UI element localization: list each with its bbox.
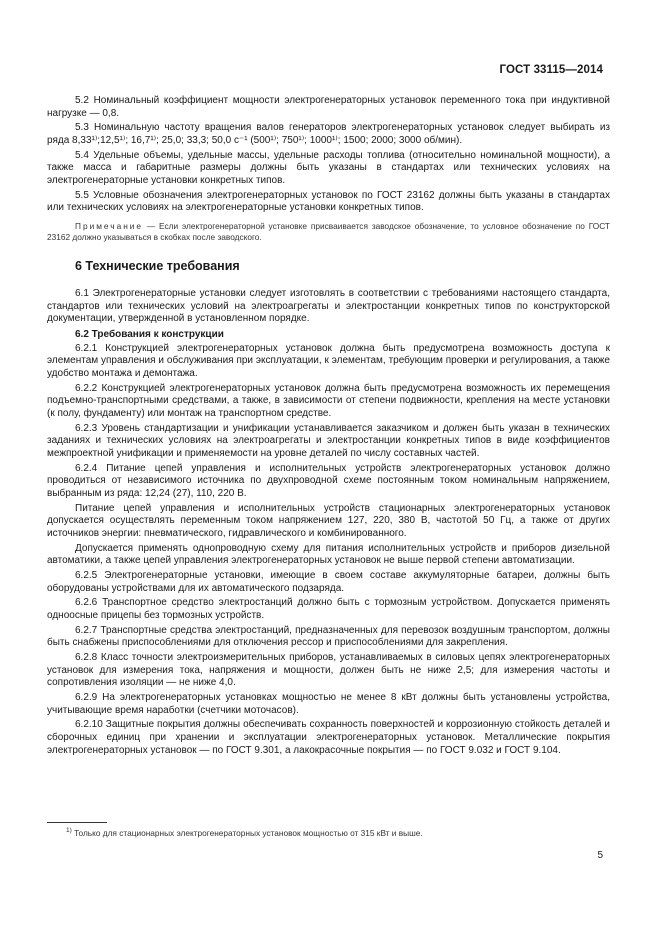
paragraph-5-5: 5.5 Условные обозначения электрогенераторных установок по ГОСТ 23162 должны быть указаны в стандартах или технических условиях на электрогенераторные установки конкретных типов. bbox=[47, 189, 610, 214]
paragraph-6-2-2: 6.2.2 Конструкцией электрогенераторных установок должна быть предусмотрена возможность их перемещения подъемно-транспортными средствами, а также, в зависимости от степени подвижности, крепления на месте установки (к полу, фундаменту) или монтаж на транспортном средстве. bbox=[47, 382, 610, 419]
paragraph-5-3: 5.3 Номинальную частоту вращения валов генераторов электрогенераторных установок следует выбирать из ряда 8,33¹⁾;12,5¹⁾; 16,7¹⁾; 25,0; 33,3; 50,0 с⁻¹ (500¹⁾; 750¹⁾; 1000¹⁾; 1500; 2000; 3000 об/мин). bbox=[47, 122, 610, 146]
document-body bbox=[47, 95, 610, 759]
page-number: 5 bbox=[597, 850, 603, 861]
paragraph-6-2-3: 6.2.3 Уровень стандартизации и унификации устанавливается заказчиком и должен быть указан в технических заданиях и технических условиях на электроагрегаты и электростанции конкретных типов в виде коэффициентов межпроектной унификации и применяемости на уровне деталей по числу составных частей. bbox=[47, 422, 610, 459]
paragraph-5-4: 5.4 Удельные объемы, удельные массы, удельные расходы топлива (относительно номинальной мощности), а также масса и габаритные размеры должны быть указаны в стандартах или технических условиях на электрогенераторные установки конкретных типов. bbox=[47, 149, 610, 186]
paragraph-6-2-4-c: Допускается применять однопроводную схему для питания исполнительных устройств и приборов дизельной автоматики, а также цепей управления электрогенераторных установок не выше первой степени автоматизации. bbox=[47, 542, 610, 567]
section-6-heading: 6 Технические требования bbox=[75, 258, 240, 273]
note-label: Примечание bbox=[75, 220, 144, 231]
footnote-mark: 1) bbox=[66, 827, 72, 834]
paragraph-6-2-4: 6.2.4 Питание цепей управления и исполнительных устройств электрогенераторных установок должно проводиться от независимого источника по двухпроводной схеме постоянным током номинальным напряжением, выбранным из ряда: 12,24 (27), 110, 220 В. bbox=[47, 462, 610, 499]
footnote-divider bbox=[47, 822, 107, 823]
footnote-text: Только для стационарных электрогенераторных установок мощностью от 315 кВт и выше. bbox=[71, 828, 423, 838]
note-text: — Если электрогенераторной установке присваивается заводское обозначение, то условное обозначение по ГОСТ 23162 должно указываться в скобках после заводского. bbox=[47, 220, 610, 242]
paragraph-6-2-1: 6.2.1 Конструкцией электрогенераторных установок должна быть предусмотрена возможность доступа к элементам управления и обслуживания при эксплуатации, к элементам, требующим проверки и регулирования, а также удобство монтажа и демонтажа. bbox=[47, 342, 610, 379]
footnote bbox=[66, 828, 423, 839]
paragraph-6-2-5: 6.2.5 Электрогенераторные установки, имеющие в своем составе аккумуляторные батареи, должны быть оборудованы устройствами для их автоматического подзаряда. bbox=[47, 569, 610, 594]
paragraph-6-2-6: 6.2.6 Транспортное средство электростанций должно быть с тормозным устройством. Допускается применять одноосные прицепы без тормозных устройств. bbox=[47, 597, 610, 621]
subsection-6-2-heading: 6.2 Требования к конструкции bbox=[75, 328, 224, 340]
document-code: ГОСТ 33115—2014 bbox=[499, 64, 603, 76]
note bbox=[47, 221, 610, 243]
paragraph-6-2-9: 6.2.9 На электрогенераторных установках мощностью не менее 8 кВт должны быть установлены устройства, учитывающие время наработки (счетчики моточасов). bbox=[47, 692, 610, 716]
paragraph-5-2: 5.2 Номинальный коэффициент мощности электрогенераторных установок переменного тока при индуктивной нагрузке — 0,8. bbox=[47, 95, 610, 119]
paragraph-6-1: 6.1 Электрогенераторные установки следует изготовлять в соответствии с требованиями настоящего стандарта, стандартов или технических условий на электроагрегаты и электростанции конкретных типов по конструкторской документации, утвержденной в установленном порядке. bbox=[47, 287, 610, 325]
paragraph-6-2-8: 6.2.8 Класс точности электроизмерительных приборов, устанавливаемых в силовых цепях электрогенераторных установок для измерения тока, напряжения и мощности, должен быть не ниже 2,5; для измерения частоты и сопротивления изоляции — не ниже 4,0. bbox=[47, 652, 610, 689]
paragraph-6-2-7: 6.2.7 Транспортные средства электростанций, предназначенных для перевозок воздушным транспортом, должны быть снабжены приспособлениями для отключения рессор и приспособлениями для закрепления. bbox=[47, 624, 610, 649]
paragraph-6-2-10: 6.2.10 Защитные покрытия должны обеспечивать сохранность поверхностей и коррозионную стойкость деталей и сборочных единиц при хранении и эксплуатации электрогенераторных установок. Металлические покрытия электрогенераторных установок — по ГОСТ 9.301, а лакокрасочные покрытия — по ГОСТ 9.032 и ГОСТ 9.104. bbox=[47, 719, 610, 756]
paragraph-6-2-4-b: Питание цепей управления и исполнительных устройств стационарных электрогенераторных установок допускается осуществлять переменным током напряжением 127, 220, 380 В, частотой 50 Гц, а также от других источников энергии: пневматического, гидравлического и комбинированного. bbox=[47, 502, 610, 539]
